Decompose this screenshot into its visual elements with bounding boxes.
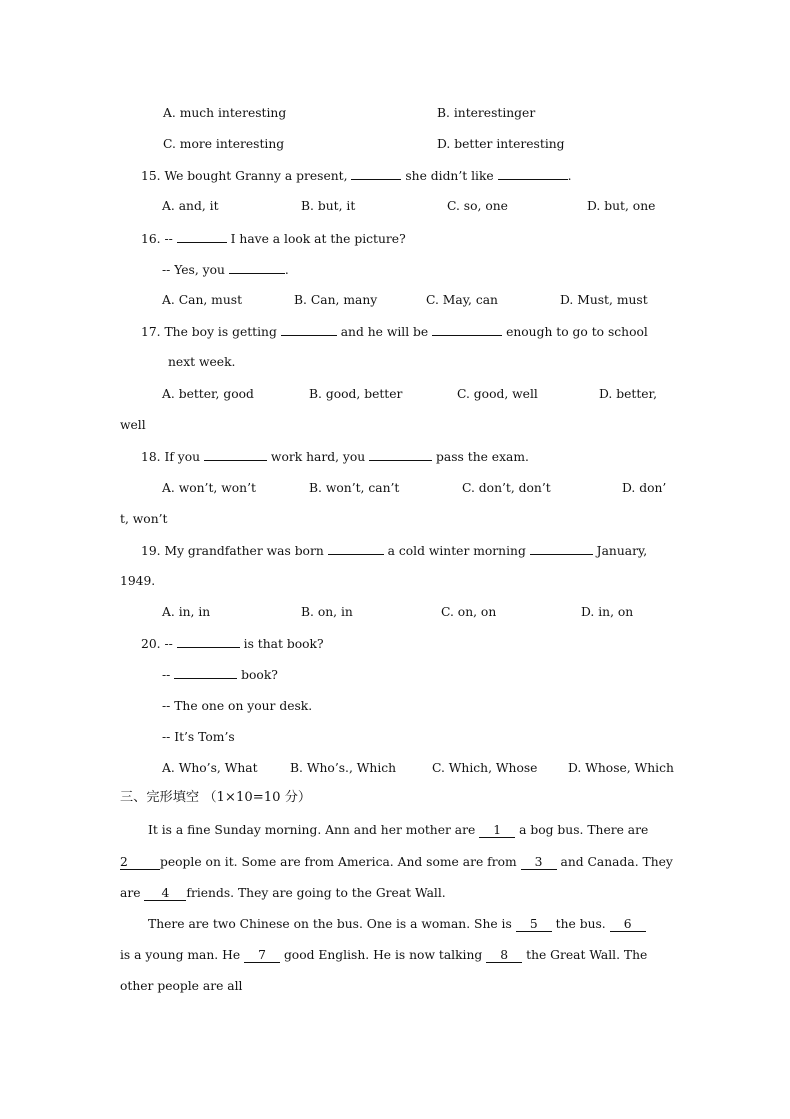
q17-stem: 17. The boy is getting and he will be enough to go to school <box>141 325 648 339</box>
cloze-blank: 5 <box>516 918 552 932</box>
answer-blank <box>204 448 267 461</box>
q19-option-a: A. in, in <box>162 605 211 619</box>
q20-option-c: C. Which, Whose <box>432 761 538 775</box>
answer-blank <box>498 167 568 180</box>
q16-stem: 16. -- I have a look at the picture? <box>141 232 406 246</box>
q16-option-d: D. Must, must <box>560 293 648 307</box>
q14-option-c: C. more interesting <box>163 137 285 151</box>
cloze-line-4: There are two Chinese on the bus. One is a woman. She is 5 the bus. 6 <box>148 916 646 932</box>
q18-option-c: C. don’t, don’t <box>462 481 551 495</box>
q15-stem: 15. We bought Granny a present, she didn’t like . <box>141 169 572 183</box>
q19-option-d: D. in, on <box>581 605 634 619</box>
q15-option-b: B. but, it <box>301 199 356 213</box>
q14-option-a: A. much interesting <box>163 106 287 120</box>
q18-stem: 18. If you work hard, you pass the exam. <box>141 450 529 464</box>
answer-blank <box>229 261 285 274</box>
q17-option-b: B. good, better <box>309 387 403 401</box>
q19-stem-cont: 1949. <box>120 574 156 588</box>
q14-option-d: D. better interesting <box>437 137 565 151</box>
cloze-blank: 7 <box>244 949 280 963</box>
cloze-line-2: 2 people on it. Some are from America. And some are from 3 and Canada. They <box>120 855 673 869</box>
answer-blank <box>328 542 384 555</box>
q17-option-a: A. better, good <box>162 387 254 401</box>
q18-option-b: B. won’t, can’t <box>309 481 400 495</box>
answer-blank <box>177 635 240 648</box>
q20-line4: -- It’s Tom’s <box>162 730 235 744</box>
q14-option-b: B. interestinger <box>437 106 536 120</box>
q15-option-d: D. but, one <box>587 199 656 213</box>
q16-option-a: A. Can, must <box>162 293 243 307</box>
q16-option-c: C. May, can <box>426 293 498 307</box>
q19-option-b: B. on, in <box>301 605 353 619</box>
q20-line3: -- The one on your desk. <box>162 699 313 713</box>
cloze-line-3: are 4 friends. They are going to the Great Wall. <box>120 886 446 900</box>
answer-blank <box>351 167 401 180</box>
q18-option-a: A. won’t, won’t <box>162 481 256 495</box>
cloze-line-5: is a young man. He 7 good English. He is now talking 8 the Great Wall. The <box>120 948 648 962</box>
answer-blank <box>432 323 502 336</box>
q20-option-a: A. Who’s, What <box>162 761 258 775</box>
q16-reply: -- Yes, you . <box>162 263 289 277</box>
question-number: 15. <box>141 169 161 183</box>
q20-option-d: D. Whose, Which <box>568 761 674 775</box>
q17-option-d: D. better, <box>599 387 657 401</box>
q20-option-b: B. Who’s., Which <box>290 761 397 775</box>
q18-option-d: D. don’ <box>622 481 667 495</box>
q19-option-c: C. on, on <box>441 605 497 619</box>
cloze-line-1: It is a fine Sunday morning. Ann and her mother are 1 a bog bus. There are <box>148 823 649 837</box>
cloze-line-6: other people are all <box>120 979 243 993</box>
cloze-blank: 4 <box>144 887 186 901</box>
section-heading: 三、完形填空 （1×10=10 分） <box>120 790 312 805</box>
q18-option-d-wrap: t, won’t <box>120 512 168 526</box>
q16-option-b: B. Can, many <box>294 293 378 307</box>
cloze-blank: 3 <box>521 856 557 870</box>
q20-stem: 20. -- is that book? <box>141 637 324 651</box>
q19-stem: 19. My grandfather was born a cold winter morning January, <box>141 544 648 558</box>
cloze-blank: 6 <box>610 918 646 932</box>
q17-option-c: C. good, well <box>457 387 538 401</box>
cloze-blank: 1 <box>479 824 515 838</box>
cloze-blank: 8 <box>486 949 522 963</box>
q15-option-a: A. and, it <box>162 199 219 213</box>
answer-blank <box>281 323 337 336</box>
cloze-blank: 2 <box>120 856 160 870</box>
answer-blank <box>177 230 227 243</box>
answer-blank <box>530 542 593 555</box>
q17-stem-cont: next week. <box>168 355 236 369</box>
answer-blank <box>174 666 237 679</box>
q15-option-c: C. so, one <box>447 199 508 213</box>
q17-option-d-wrap: well <box>120 418 146 432</box>
q20-line2: -- book? <box>162 668 278 682</box>
answer-blank <box>369 448 432 461</box>
